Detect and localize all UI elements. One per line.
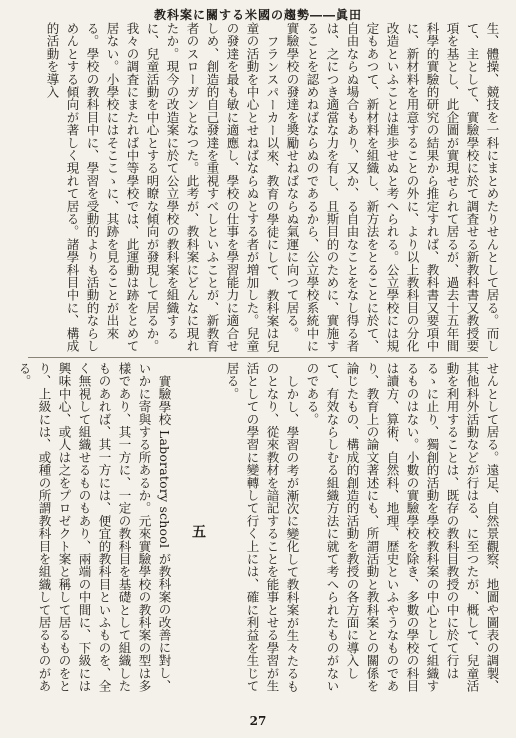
paragraph: せんとして居る。遠足、自然景觀察、地圖や圖表の調製、其他科外活動などが行はる、に至つたが、概して、兒童活動を利用することは、既存の教科目教授の中に於て行はるゝに止り、獨創的活動を學校教科案の中心として組織するものはない。小數の實驗學校を除き、多數の學校の科目は讀方、算術、自然科、地理、歴史といふやうなものであり、教育上の論文著述にも、所謂活動と教科案との關係を論じたもの、構成的創造的活動を教授の各方面に導入して、有效ならしむる組織方法に就て考へられたものがないのである。 — [305, 362, 500, 693]
paragraph: 生、體操、競技を一科にまとめたりせんとして居る。而して、主として、實驗學校に於て調査せる新教科書又教授要項を基とし、此企圖が實現せられて居るが、過去十五年間科學的實驗的研究の結果から推定すれば、教科書又要項中に、新材料を用意することの外に、より以上教科目の分化改造といふことは進歩せぬと考へられる。公立學校には規定もあつて、新材料を組織し、新方法をとることに於て、自由ならぬ場合もあり、又か、る自由なことをなし得る者は、之につき適當な力を有し、且斯目的のために、實施することを認めねばならぬのであるから、公立學校系統中に實驗學校の發達を奬勵せねばならぬ氣運に向つて居る。 — [285, 22, 500, 353]
section-heading: 五 — [190, 524, 206, 540]
page-number: 27 — [249, 714, 267, 728]
paragraph: しかし、學習の考が漸次に變化して教科案が生々たるものとなり、從來教材を諳記することを能事とせる學習が生活としての學習に變轉して行く上には、確に利益を生じて居る。 — [225, 362, 300, 693]
lower-text-block — [17, 362, 502, 702]
running-head: 教科案に關する米國の趨勢――眞田 — [153, 8, 362, 22]
column-divider — [28, 357, 488, 358]
paragraph: 實驗學校 Laboratory school が教科案の改善に對し、いかに寄與する所あるか。元來實驗學校の教科案の型は多樣であり、其一方に、一定の教科目を基礎として組織したものあれば、其一方には、便宜的教科目といふものを、全く無視して組織せるものもあり、兩端の中間に、下級には興味中心、或人は之をプロゼクト案と稱して居るものをとり、上級には、或種の所謂教科目を組織して居るものがある。 — [17, 362, 172, 693]
paragraph: フランスパーカー以來、教育の學徒にして、教科案は兒童の活動を中心とせねばならぬとする者が増加した。兒童の發達を最も敏に適應し、學校の仕事を學習能力に適合せしめ、創造的自己發達を重視すべしといふことが、新教育者のスローガンとなつた。此考が、教科案にどんなに現れたか。現今の改造案に於て公立學校の教科案を組織するに、兒童活動を中心とする明瞭な傾向が發現して居るか。我々の調査にまたれば中等學校では、此運動は跡をとめて居ない。小學校にはそここゝに、其跡を見ることが出來る。學校の教科目中に、學習を受動的よりも活動的ならしめんとする傾向が著しく現れて居る。諸學科目中に、構成的活動を導入 — [45, 22, 280, 353]
upper-text-block — [20, 22, 502, 355]
